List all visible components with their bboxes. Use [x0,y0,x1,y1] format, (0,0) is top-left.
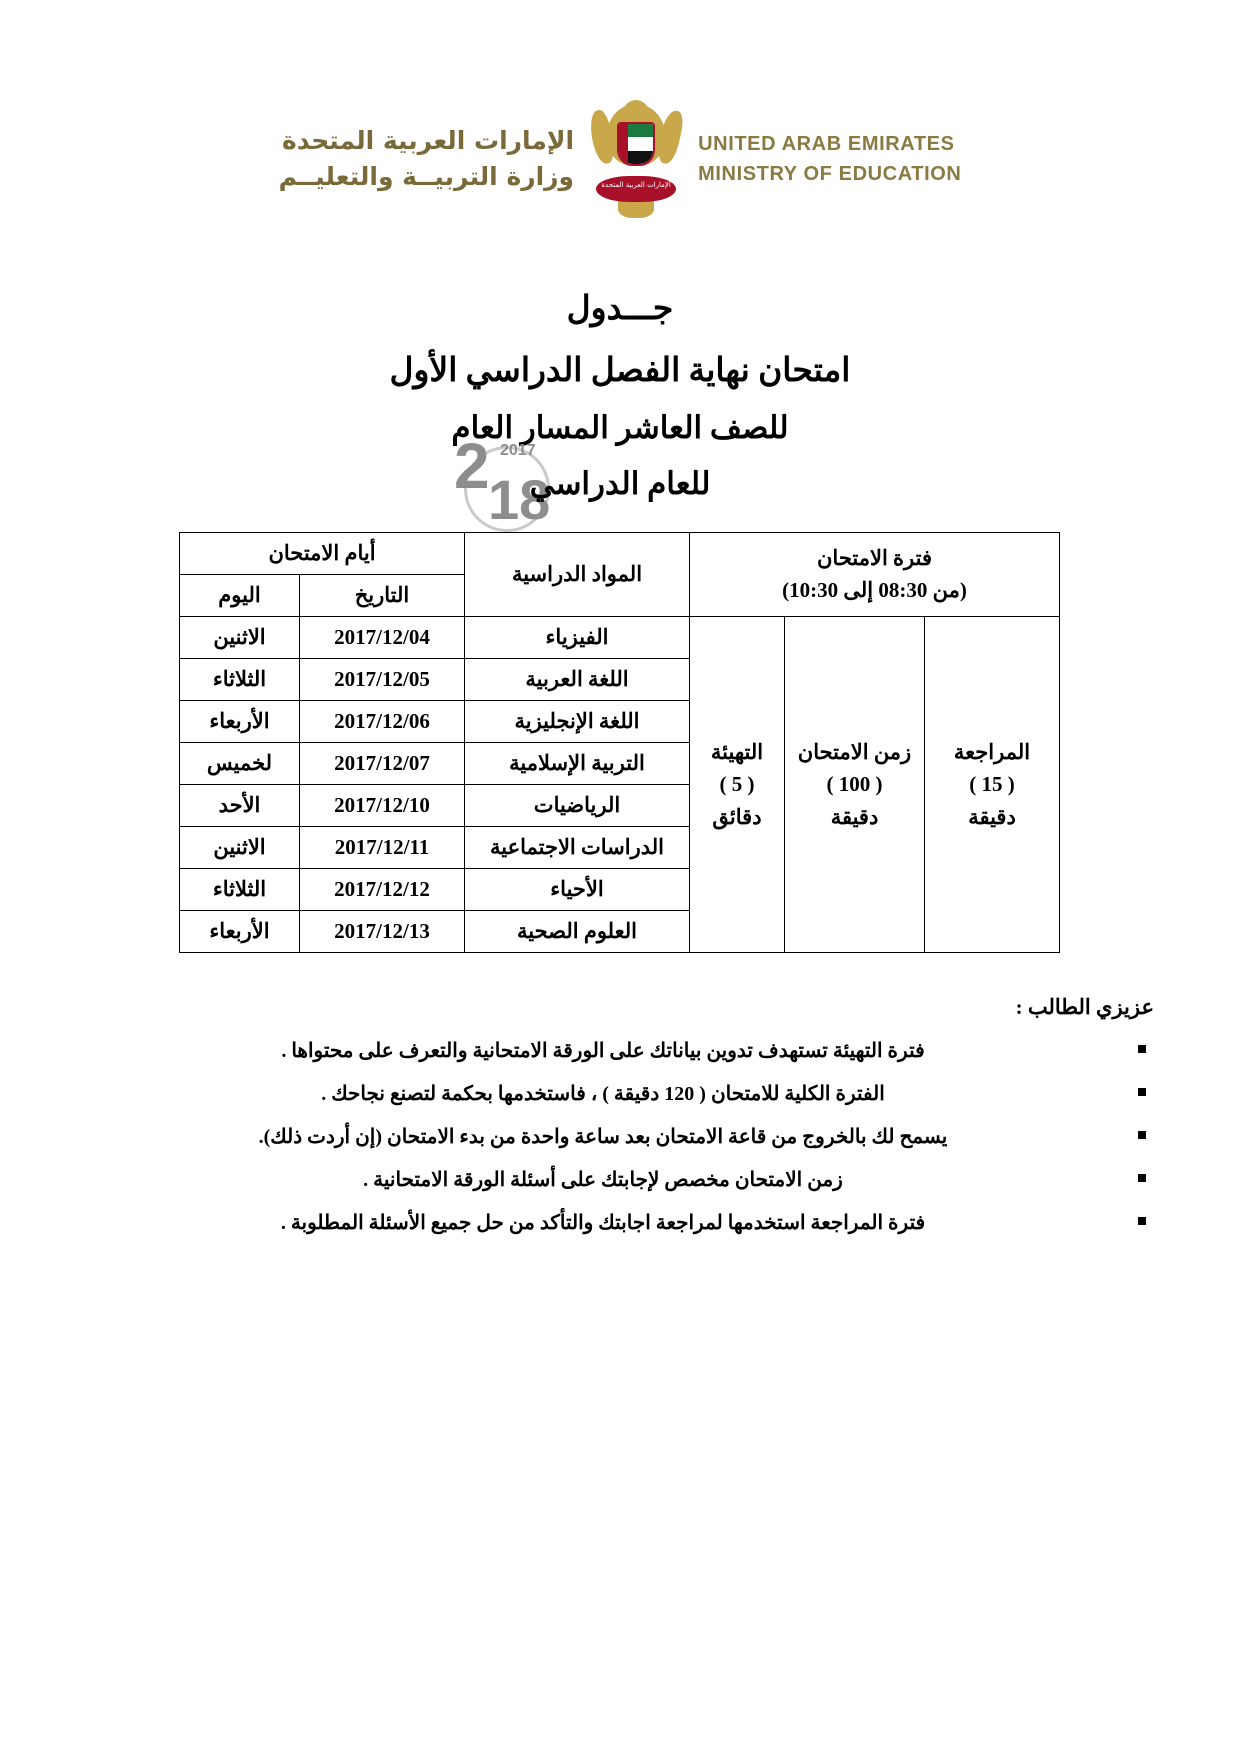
exam-schedule-table [179,532,1060,953]
uae-falcon-emblem-icon [590,100,682,218]
table-header-row-1 [179,533,1059,575]
year-watermark-big: 2 [454,430,490,502]
cell-date: 2017/12/06 [300,701,465,743]
header-exam-period-line2: (من 08:30 إلى 10:30) [782,577,967,602]
list-item [86,1077,1120,1120]
exam-schedule-table-wrapper [180,532,1060,953]
cell-date: 2017/12/07 [300,743,465,785]
cell-subject: العلوم الصحية [465,911,690,953]
header-exam-period [690,533,1060,617]
cell-date: 2017/12/13 [300,911,465,953]
cell-date: 2017/12/11 [300,827,465,869]
year-watermark-lower: 18 [488,468,551,531]
cell-subject: الفيزياء [465,617,690,659]
review-unit: دقيقة [968,804,1016,829]
year-watermark-small: 2017 [500,442,536,459]
review-minutes: ( 15 ) [969,772,1015,797]
cell-date: 2017/12/12 [300,869,465,911]
ministry-name-arabic-line2: وزارة التربيــة والتعليــم [278,162,575,191]
exam-time-minutes: ( 100 ) [826,772,883,797]
preparation-unit: دقائق [712,804,762,829]
header-day: اليوم [179,575,299,617]
document-title-block [0,288,1240,531]
ministry-name-arabic [279,123,575,196]
cell-date: 2017/12/10 [300,785,465,827]
bullet-icon [1138,1174,1146,1182]
emblem-shield-red-bar [619,124,628,164]
page-subtitle-grade: للصف العاشر المسار العام [451,410,789,445]
cell-subject: الأحياء [465,869,690,911]
header-exam-days: أيام الامتحان [179,533,464,575]
bullet-icon [1138,1131,1146,1139]
bullet-icon [1138,1217,1146,1225]
cell-day: الأربعاء [179,701,299,743]
cell-review-period [925,617,1060,953]
cell-subject: الدراسات الاجتماعية [465,827,690,869]
ministry-name-english-line2: MINISTRY OF EDUCATION [698,163,962,185]
cell-subject: الرياضيات [465,785,690,827]
cell-subject: اللغة العربية [465,659,690,701]
page-title: جـــدول [566,291,674,327]
header-subjects: المواد الدراسية [465,533,690,617]
bullet-icon [1138,1045,1146,1053]
list-item [86,1206,1120,1249]
cell-day: الاثنين [179,827,299,869]
cell-day: الثلاثاء [179,869,299,911]
cell-date: 2017/12/05 [300,659,465,701]
note-text: فترة التهيئة تستهدف تدوين بياناتك على الورقة الامتحانية والتعرف على محتواها . [281,1040,925,1062]
note-text: فترة المراجعة استخدمها لمراجعة اجابتك والتأكد من حل جميع الأسئلة المطلوبة . [280,1212,926,1234]
preparation-minutes: ( 5 ) [719,772,755,797]
cell-subject: التربية الإسلامية [465,743,690,785]
cell-day: لخميس [179,743,299,785]
list-item [86,1120,1120,1163]
list-item [86,1163,1120,1206]
cell-preparation [690,617,785,953]
notes-salutation: عزيزي الطالب : [1015,995,1154,1019]
student-notes-section [86,995,1154,1249]
cell-exam-time [785,617,925,953]
cell-subject: اللغة الإنجليزية [465,701,690,743]
cell-date: 2017/12/04 [300,617,465,659]
cell-day: الثلاثاء [179,659,299,701]
exam-time-label: زمن الامتحان [797,739,912,764]
note-text: يسمح لك بالخروج من قاعة الامتحان بعد ساعة واحدة من بدء الامتحان (إن أردت ذلك). [258,1126,948,1148]
ministry-name-english [698,129,961,189]
exam-time-unit: دقيقة [830,804,879,829]
bullet-icon [1138,1088,1146,1096]
header-date: التاريخ [300,575,465,617]
ministry-name-arabic-line1: الإمارات العربية المتحدة [282,125,575,155]
ministry-name-english-line1: UNITED ARAB EMIRATES [698,133,955,155]
table-row [179,617,1059,659]
list-item [86,1034,1120,1077]
review-label: المراجعة [953,739,1031,764]
notes-list [86,1034,1154,1249]
note-text: زمن الامتحان مخصص لإجابتك على أسئلة الورقة الامتحانية . [363,1169,843,1191]
preparation-label: التهيئة [710,739,764,764]
document-header [0,0,1240,218]
header-exam-period-line1: فترة الامتحان [817,546,932,570]
cell-day: الأربعاء [179,911,299,953]
cell-day: الأحد [179,785,299,827]
emblem-scroll-text: الإمارات العربية المتحدة [601,181,671,189]
emblem-shield [617,122,655,166]
page-subtitle-year: للعام الدراسي [529,466,711,501]
emblem-scroll [596,176,676,202]
page-subtitle-exam: امتحان نهاية الفصل الدراسي الأول [389,353,851,389]
cell-day: الاثنين [179,617,299,659]
note-text: الفترة الكلية للامتحان ( 120 دقيقة ) ، فاستخدمها بحكمة لتصنع نجاحك . [321,1083,885,1105]
